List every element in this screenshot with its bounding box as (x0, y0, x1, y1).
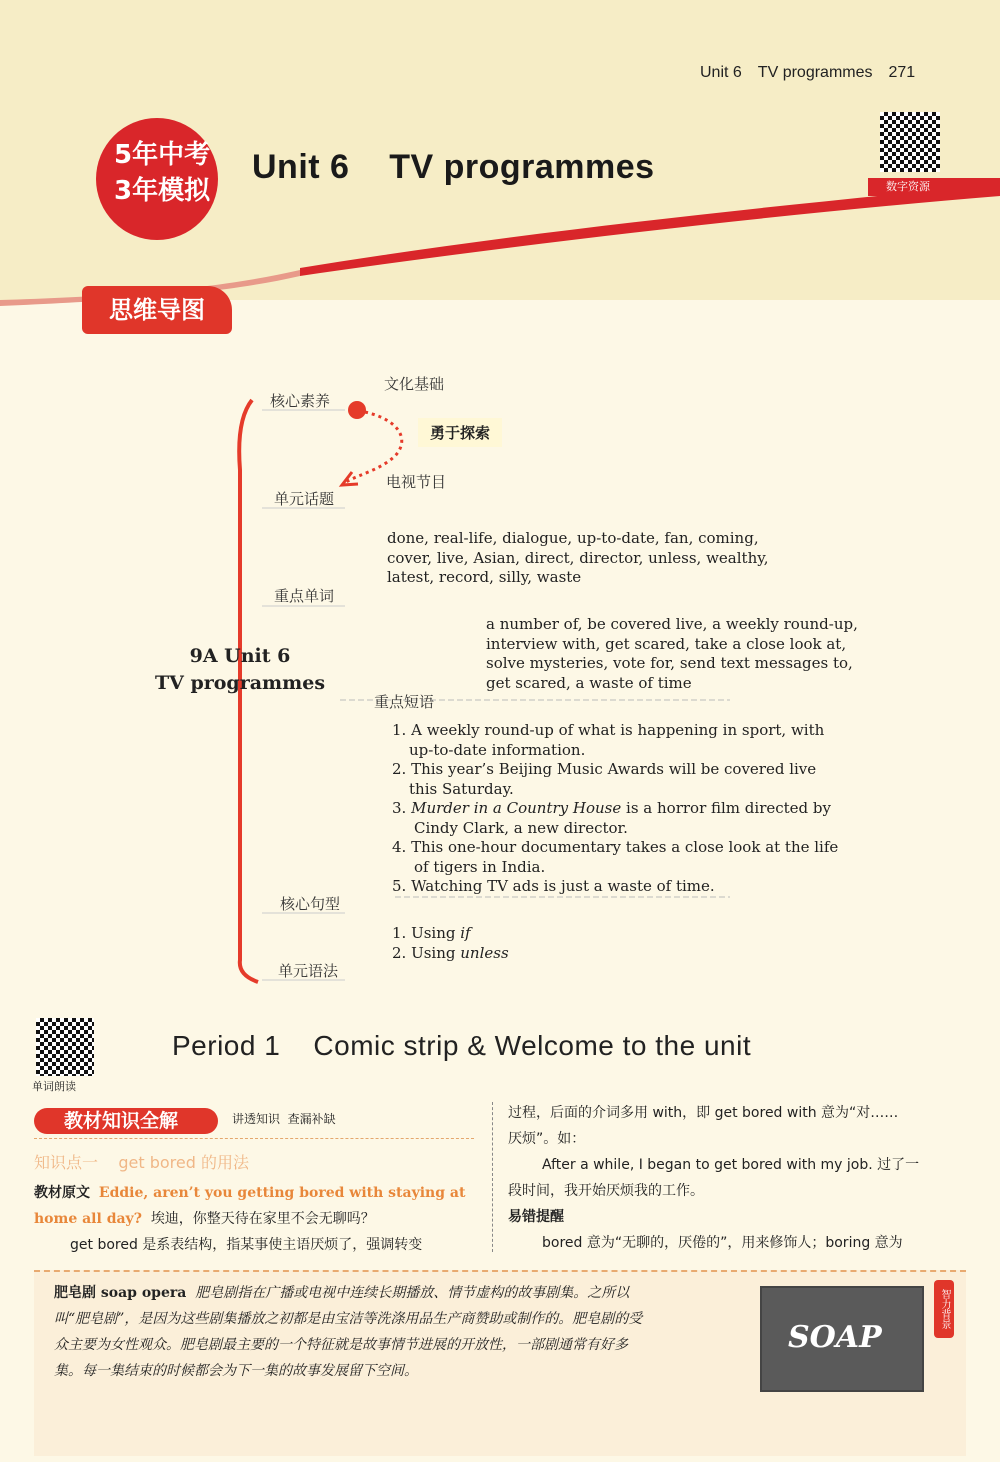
phrases-line: solve mysteries, vote for, send text messages to, (486, 654, 853, 672)
example-chinese: 段时间，我开始厌烦我的工作。 (508, 1183, 704, 1199)
sentence-item (392, 721, 838, 741)
branch-words: 重点单词 (274, 587, 335, 605)
mindmap-center (140, 643, 340, 697)
sentence-number: 2. (392, 760, 407, 778)
period-title: Period 1 Comic strip & Welcome to the unit (172, 1030, 752, 1061)
soap-opera-box (34, 1270, 966, 1456)
grammar-item (392, 924, 509, 944)
tip-text: bored 意为“无聊的，厌倦的”，用来修饰人；boring 意为 (542, 1235, 903, 1251)
right-line: 厌烦”。如： (508, 1131, 586, 1147)
grammar-word: unless (460, 943, 509, 962)
grammar-item (392, 944, 509, 964)
sentence-continuation: of tigers in India. (414, 857, 546, 876)
sentence-text: Watching TV ads is just a waste of time. (411, 877, 715, 895)
qr-pattern (36, 1018, 94, 1076)
words-line: latest, record, silly, waste (387, 568, 582, 586)
sentence-number: 5. (392, 877, 407, 895)
box-top-border (34, 1270, 966, 1272)
section-badge-mindmap: 思维导图 (82, 286, 232, 334)
sentence-number: 4. (392, 838, 407, 856)
side-tag: 智力背景 (934, 1280, 954, 1338)
core-item-explore: 勇于探索 (418, 418, 502, 447)
soap-line: 众主要为女性观众。肥皂剧最主要的一个特征就是故事情节进展的开放性，一部剧通常有好多 (54, 1337, 628, 1353)
divider (34, 1138, 474, 1139)
grammar-label: 2. Using (392, 943, 461, 962)
running-head (700, 64, 960, 82)
knowledge-banner (34, 1108, 218, 1134)
original-english-cont: home all day? (34, 1211, 142, 1227)
label-original: 教材原文 (34, 1185, 90, 1201)
grammar-list (392, 924, 509, 963)
sentence-text: This one-hour documentary takes a close look at the life (411, 838, 839, 856)
words-line: cover, live, Asian, direct, director, unless, wealthy, (387, 548, 769, 567)
words-list (387, 529, 769, 588)
banner-note: 讲透知识 查漏补缺 (232, 1112, 336, 1126)
branch-core: 核心素养 (270, 392, 331, 410)
branch-sentences: 核心句型 (280, 895, 341, 913)
grammar-label: 1. Using (392, 924, 461, 942)
soap-text-1: 肥皂剧指在广播或电视中连续长期播放、情节虚构的故事剧集。之所以 (186, 1285, 630, 1301)
right-column (508, 1100, 956, 1256)
sentence-item (392, 838, 838, 858)
soap-line: 集。每一集结束的时候都会为下一集的故事发展留下空间。 (54, 1363, 418, 1379)
branch-topic: 单元话题 (274, 490, 335, 508)
core-item-culture: 文化基础 (384, 375, 445, 393)
phrases-line: get scared, a waste of time (486, 673, 692, 692)
original-chinese: 埃迪，你整天待在家里不会无聊吗？ (150, 1211, 375, 1227)
original-line-2 (34, 1206, 480, 1232)
qr-code-top[interactable] (880, 112, 940, 172)
soap-line (54, 1280, 754, 1306)
soap-photo-caption: SOAP (788, 1320, 882, 1355)
branch-grammar: 单元语法 (278, 962, 339, 980)
film-title: Murder in a Country House (411, 799, 622, 817)
running-head-title: TV programmes (757, 64, 873, 81)
sentence-item (392, 760, 838, 780)
banner-label: 教材知识全解 (64, 1110, 179, 1132)
sentence-text: This year’s Beijing Music Awards will be covered live (411, 760, 817, 778)
sentence-continuation: Cindy Clark, a new director. (414, 818, 628, 837)
logo-line-2: 3年模拟 (114, 176, 211, 206)
sentence-number: 3. (392, 799, 407, 817)
center-line-2: TV programmes (154, 672, 326, 694)
phrases-list (486, 615, 858, 693)
soap-term: 肥皂剧 soap opera (54, 1285, 187, 1301)
qr-top-label: 数字资源 (868, 178, 1000, 196)
column-separator (492, 1102, 493, 1252)
left-column (34, 1180, 480, 1258)
sentence-item (392, 799, 838, 819)
qr-bottom-label: 单词朗读 (32, 1080, 76, 1093)
label-tip: 易错提醒 (508, 1209, 564, 1225)
page-number: 271 (888, 64, 916, 81)
qr-pattern (880, 112, 940, 172)
sentence-continuation: this Saturday. (409, 779, 514, 798)
grammar-word: if (460, 924, 471, 942)
branch-phrases: 重点短语 (374, 693, 435, 711)
center-line-1: 9A Unit 6 (189, 645, 291, 667)
topic-item: 电视节目 (386, 473, 447, 491)
sentence-continuation: up-to-date information. (409, 740, 586, 759)
sentence-item (392, 877, 838, 897)
sentence-number: 1. (392, 721, 407, 739)
unit-title: Unit 6 TV programmes (252, 148, 655, 186)
sentences-list (392, 721, 838, 897)
sentence-text: is a horror film directed by (621, 799, 832, 817)
example-english: After a while, I began to get bored with my job. 过了一 (542, 1157, 920, 1173)
logo-line-1: 5年中考 (114, 140, 211, 170)
soap-opera-text (54, 1280, 754, 1384)
soap-line: 叫“肥皂剧”，是因为这些剧集播放之初都是由宝洁等洗涤用品生产商赞助或制作的。肥皂剧的受 (54, 1311, 643, 1327)
original-english: Eddie, aren’t you getting bored with staying at (98, 1185, 466, 1201)
qr-code-bottom[interactable] (36, 1018, 94, 1076)
words-line: done, real-life, dialogue, up-to-date, fan, coming, (387, 529, 759, 547)
original-line (34, 1180, 480, 1206)
knowledge-point-title: 知识点一 get bored 的用法 (34, 1153, 249, 1172)
running-head-unit: Unit 6 (700, 64, 742, 81)
phrases-line: interview with, get scared, take a close look at, (486, 634, 847, 653)
right-line: 过程，后面的介词多用 with，即 get bored with 意为“对…… (508, 1105, 899, 1121)
phrases-line: a number of, be covered live, a weekly round-up, (486, 615, 858, 633)
explanation: get bored 是系表结构，指某事使主语厌烦了，强调转变 (70, 1237, 423, 1253)
series-logo (96, 118, 218, 240)
sentence-text: A weekly round-up of what is happening in sport, with (411, 721, 825, 739)
soap-photo (760, 1286, 924, 1392)
